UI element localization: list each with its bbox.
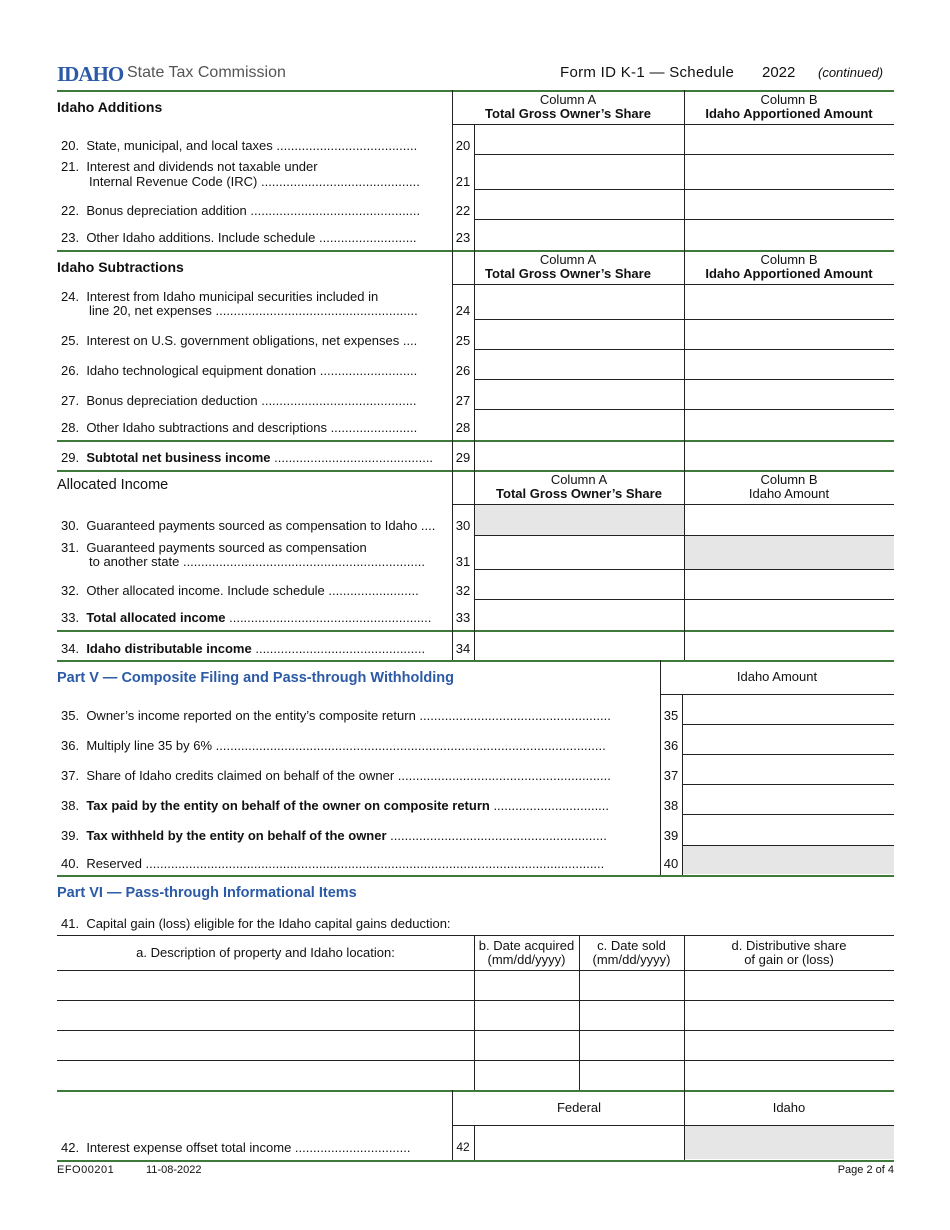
- line-22-label: 22. Bonus depreciation addition ...............................................: [61, 203, 421, 218]
- line-28-number: 28: [455, 420, 471, 435]
- line-37-label: 37. Share of Idaho credits claimed on behalf of the owner ...........................................................: [61, 768, 611, 783]
- line-24-label-cont: line 20, net expenses ........................................................: [89, 303, 418, 318]
- line-30-label: 30. Guaranteed payments sourced as compensation to Idaho ....: [61, 518, 436, 533]
- page-number: Page 2 of 4: [837, 1164, 894, 1176]
- line-37-number: 37: [663, 768, 679, 783]
- column-b-header-3: Column B Idaho Amount: [748, 472, 830, 501]
- capital-gain-row[interactable]: [57, 1061, 894, 1090]
- idaho-logo: IDAHO: [57, 62, 124, 86]
- line-26-label: 26. Idaho technological equipment donation ...........................: [61, 363, 418, 378]
- idaho-subtractions-heading: Idaho Subtractions: [57, 259, 184, 275]
- line-27-number: 27: [455, 393, 471, 408]
- capital-gain-row[interactable]: [57, 1031, 894, 1060]
- line-42-label: 42. Interest expense offset total income ................................: [61, 1140, 411, 1155]
- line-20-label: 20. State, municipal, and local taxes .......................................: [61, 138, 418, 153]
- line-29-number: 29: [455, 450, 471, 465]
- capital-gain-row[interactable]: [57, 1001, 894, 1030]
- line-33-label: 33. Total allocated income ........................................................: [61, 610, 432, 625]
- line-21-col-a[interactable]: [475, 155, 683, 189]
- capital-gain-row[interactable]: [57, 971, 894, 1000]
- column-a-header-3: Column A Total Gross Owner’s Share: [496, 472, 662, 501]
- line-31-col-a[interactable]: [475, 536, 683, 569]
- line-26-number: 26: [455, 363, 471, 378]
- federal-header: Federal: [556, 1100, 602, 1115]
- line-33-col-a[interactable]: [475, 600, 683, 629]
- revision-date: 11-08-2022: [146, 1164, 202, 1176]
- line-28-label: 28. Other Idaho subtractions and descriptions ........................: [61, 420, 418, 435]
- line-35-number: 35: [663, 708, 679, 723]
- line-29-col-a[interactable]: [475, 442, 683, 469]
- continued-note: (continued): [818, 65, 884, 80]
- line-34-number: 34: [455, 641, 471, 656]
- line-31-label-cont: to another state ...................................................................: [89, 554, 425, 569]
- line-38-label: 38. Tax paid by the entity on behalf of the owner on composite return ................................: [61, 798, 610, 813]
- line-27-col-a[interactable]: [475, 380, 683, 409]
- line-32-col-a[interactable]: [475, 570, 683, 599]
- line-21-col-b[interactable]: [685, 155, 894, 189]
- line-27-col-b[interactable]: [685, 380, 894, 409]
- line-21-label-cont: Internal Revenue Code (IRC) ............................................: [89, 174, 420, 189]
- line-22-col-b[interactable]: [685, 190, 894, 219]
- part-vi-heading: Part VI — Pass-through Informational Items: [57, 885, 357, 901]
- column-b-header-2: Column B Idaho Apportioned Amount: [705, 252, 873, 281]
- column-b-header: Column B Idaho Apportioned Amount: [705, 92, 873, 121]
- line-39-label: 39. Tax withheld by the entity on behalf of the owner ............................................................: [61, 828, 607, 843]
- line-29-label: 29. Subtotal net business income ............................................: [61, 450, 434, 465]
- part-v-heading: Part V — Composite Filing and Pass-through Withholding: [57, 670, 455, 686]
- line-40-label: 40. Reserved ...............................................................................................................................: [61, 856, 605, 871]
- line-36-number: 36: [663, 738, 679, 753]
- line-34-col-a[interactable]: [475, 632, 683, 659]
- idaho-amount-header: Idaho Amount: [736, 669, 818, 684]
- line-34-col-b[interactable]: [685, 632, 894, 659]
- line-23-number: 23: [455, 230, 471, 245]
- line-34-label: 34. Idaho distributable income ...............................................: [61, 641, 426, 656]
- line-25-col-a[interactable]: [475, 320, 683, 349]
- line-32-number: 32: [455, 583, 471, 598]
- line-28-col-b[interactable]: [685, 410, 894, 439]
- line-42-federal[interactable]: [475, 1126, 683, 1159]
- line-22-col-a[interactable]: [475, 190, 683, 219]
- line-21-number: 21: [455, 174, 471, 189]
- idaho-additions-heading: Idaho Additions: [57, 99, 163, 115]
- distributive-share-header: d. Distributive share of gain or (loss): [731, 938, 847, 967]
- line-29-col-b[interactable]: [685, 442, 894, 469]
- form-year: 2022: [762, 64, 796, 81]
- line-37-amount[interactable]: [683, 755, 894, 784]
- line-31-label: 31. Guaranteed payments sourced as compensation: [61, 540, 367, 555]
- line-27-label: 27. Bonus depreciation deduction ...........................................: [61, 393, 417, 408]
- line-31-number: 31: [455, 554, 471, 569]
- line-41-label: 41. Capital gain (loss) eligible for the Idaho capital gains deduction:: [61, 916, 451, 931]
- line-30-number: 30: [455, 518, 471, 533]
- line-38-amount[interactable]: [683, 785, 894, 814]
- line-39-amount[interactable]: [683, 815, 894, 845]
- date-sold-header: c. Date sold (mm/dd/yyyy): [592, 938, 671, 967]
- line-20-col-a[interactable]: [475, 125, 683, 154]
- line-24-col-b[interactable]: [685, 285, 894, 319]
- line-39-number: 39: [663, 828, 679, 843]
- line-32-col-b[interactable]: [685, 570, 894, 599]
- line-42-number: 42: [456, 1140, 470, 1154]
- line-33-number: 33: [455, 610, 471, 625]
- column-a-header: Column A Total Gross Owner’s Share: [485, 92, 651, 121]
- line-25-number: 25: [455, 333, 471, 348]
- line-24-col-a[interactable]: [475, 285, 683, 319]
- line-35-amount[interactable]: [683, 695, 894, 724]
- line-33-col-b[interactable]: [685, 600, 894, 629]
- form-title: Form ID K-1 — Schedule: [560, 64, 735, 81]
- line-22-number: 22: [455, 203, 471, 218]
- date-acquired-header: b. Date acquired (mm/dd/yyyy): [478, 938, 575, 967]
- line-26-col-b[interactable]: [685, 350, 894, 379]
- line-30-col-b[interactable]: [685, 505, 894, 535]
- line-23-col-a[interactable]: [475, 220, 683, 249]
- line-20-col-b[interactable]: [685, 125, 894, 154]
- line-21-label: 21. Interest and dividends not taxable under: [61, 159, 318, 174]
- line-25-label: 25. Interest on U.S. government obligations, net expenses ....: [61, 333, 418, 348]
- property-description-header: a. Description of property and Idaho location:: [136, 945, 395, 960]
- form-code: EFO00201: [57, 1164, 115, 1176]
- line-23-col-b[interactable]: [685, 220, 894, 249]
- line-36-label: 36. Multiply line 35 by 6% ............................................................................................................: [61, 738, 606, 753]
- line-28-col-a[interactable]: [475, 410, 683, 439]
- line-24-number: 24: [455, 303, 471, 318]
- line-26-col-a[interactable]: [475, 350, 683, 379]
- line-24-label: 24. Interest from Idaho municipal securities included in: [61, 289, 379, 304]
- column-a-header-2: Column A Total Gross Owner’s Share: [485, 252, 651, 281]
- line-25-col-b[interactable]: [685, 320, 894, 349]
- line-36-amount[interactable]: [683, 725, 894, 754]
- line-35-label: 35. Owner’s income reported on the entity’s composite return .....................................................: [61, 708, 611, 723]
- idaho-header: Idaho: [772, 1100, 806, 1115]
- line-20-number: 20: [455, 138, 471, 153]
- allocated-income-heading: Allocated Income: [57, 477, 169, 493]
- line-40-number: 40: [663, 856, 679, 871]
- agency-name: State Tax Commission: [127, 64, 286, 81]
- line-32-label: 32. Other allocated income. Include schedule .........................: [61, 583, 419, 598]
- line-23-label: 23. Other Idaho additions. Include schedule ...........................: [61, 230, 417, 245]
- line-38-number: 38: [663, 798, 679, 813]
